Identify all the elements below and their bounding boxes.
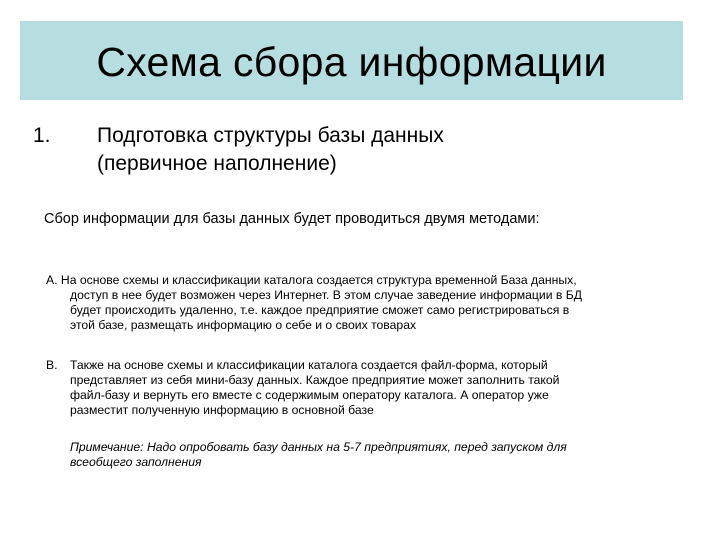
method-a-line: доступ в нее будет возможен через Интернет. В этом случае заведение информации в БД [70,288,583,302]
heading-number: 1. [33,124,51,147]
method-b-marker: В. [46,358,58,372]
method-b-line: представляет из себя мини-базу данных. Каждое предприятие может заполнить такой [70,373,560,387]
method-b-body [46,358,559,418]
note-line: Примечание: Надо опробовать базу данных на 5-7 предприятиях, перед запуском для [70,440,567,454]
note-line: всеобщего заполнения [70,455,202,469]
note-paragraph [70,440,567,470]
section-heading-line: Подготовка структуры базы данных [97,124,444,147]
method-b-line: Также на основе схемы и классификации каталога создается файл-форма, который [70,358,548,372]
intro-text: Сбор информации для базы данных будет проводиться двумя методами: [44,211,540,227]
slide-title: Схема сбора информации [96,39,607,85]
section-heading-line: (первичное наполнение) [97,152,337,175]
method-b-line: файл-базу и вернуть его вместе с содержимым оператору каталога. А оператор уже [70,388,549,402]
method-a-line: этой базе, размещать информацию о себе и о своих товарах [70,318,417,332]
title-banner [20,21,683,100]
method-a-line: А. На основе схемы и классификации каталога создается структура временной База данных, [46,273,577,287]
method-b-paragraph [46,358,559,418]
method-a-line: будет происходить удаленно, т.е. каждое предприятие сможет само регистрироваться в [70,303,570,317]
method-b-line: разместит полученную информацию в основной базе [70,403,374,417]
section-heading [97,122,617,178]
method-a-paragraph [46,273,582,333]
